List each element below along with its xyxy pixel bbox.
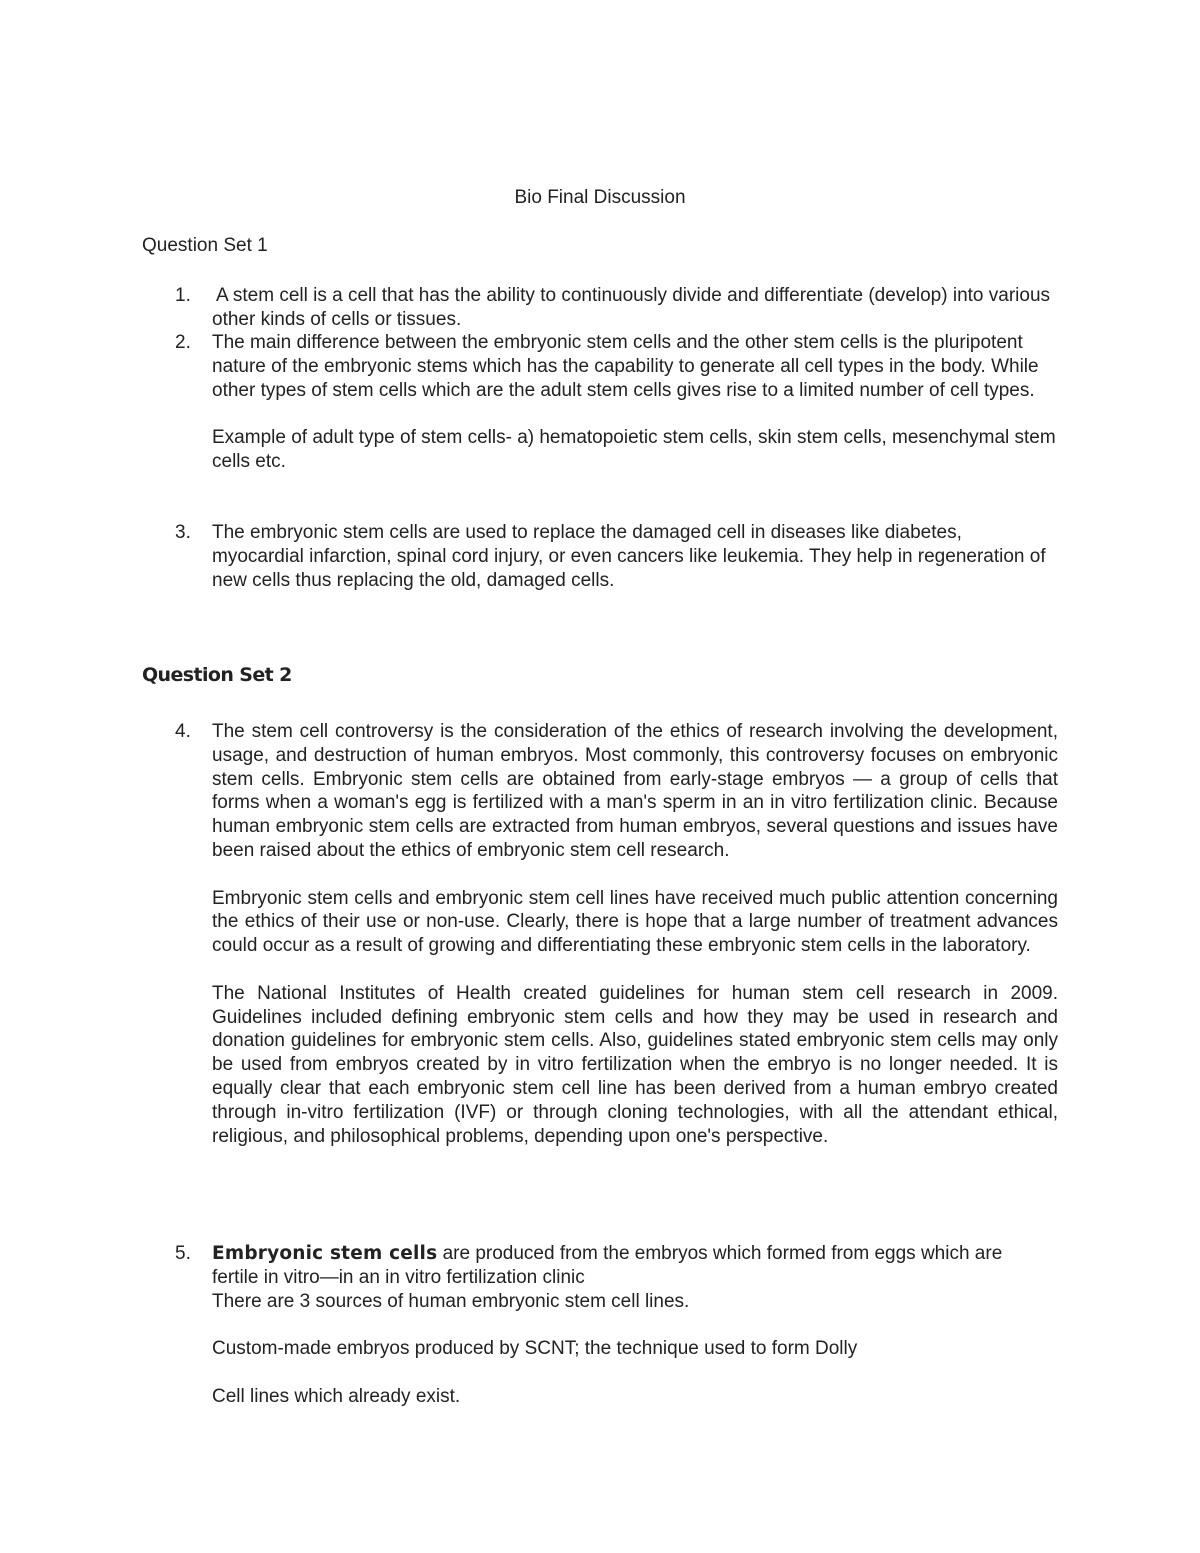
- item-paragraph: The National Institutes of Health created guidelines for human stem cell research in 2009. Guidelines included defining embryonic stem cells and how they may be used in research and donation guidelines for embryonic stem cells. Also, guidelines stated embryonic stem cells may only be used from embryos created by in vitro fertilization when the embryo is no longer needed. It is equally clear that each embryonic stem cell line has been derived from a human embryo created through in-vitro fertilization (IVF) or through cloning technologies, with all the attendant ethical, religious, and philosophical problems, depending upon one's perspective.: [212, 982, 1058, 1147]
- item-paragraph: Embryonic stem cells and embryonic stem cell lines have received much public attention concerning the ethics of their use or non-use. Clearly, there is hope that a large number of treatment advances could occur as a result of growing and differentiating these embryonic stem cells in the laboratory.: [212, 887, 1058, 957]
- question-set-1-heading: Question Set 1: [142, 235, 268, 256]
- item-number: 1.: [175, 285, 191, 306]
- question-set-2-heading: Question Set 2: [142, 664, 292, 686]
- bold-term: Embryonic stem cells: [212, 1243, 438, 1264]
- item-number: 5.: [175, 1243, 191, 1264]
- item-lead-paragraph: [212, 1242, 1052, 1290]
- item-paragraph: The main difference between the embryonic stem cells and the other stem cells is the pluripotent nature of the embryonic stems which has the capability to generate all cell types in the body. While other types of stem cells which are the adult stem cells gives rise to a limited number of cell types.: [212, 332, 1039, 401]
- item-number: 4.: [175, 721, 191, 742]
- item-number: 2.: [175, 332, 191, 353]
- item-paragraph: Example of adult type of stem cells- a) hematopoietic stem cells, skin stem cells, mesenchymal stem cells etc.: [212, 427, 1056, 472]
- item-paragraph: The embryonic stem cells are used to replace the damaged cell in diseases like diabetes, myocardial infarction, spinal cord injury, or even cancers like leukemia. They help in regeneration of new cells thus replacing the old, damaged cells.: [212, 522, 1046, 591]
- item-body: [212, 331, 1058, 474]
- lead-text: are produced from the embryos which formed from eggs which are fertile in vitro—in an in vitro fertilization clinic: [212, 1243, 1003, 1288]
- item-paragraph: Cell lines which already exist.: [212, 1385, 461, 1407]
- item-paragraph: There are 3 sources of human embryonic stem cell lines.: [212, 1290, 690, 1312]
- item-body: [212, 521, 1058, 592]
- item-body: [212, 284, 1058, 332]
- item-paragraph: The stem cell controversy is the consideration of the ethics of research involving the development, usage, and destruction of human embryos. Most commonly, this controversy focuses on embryonic stem cells. Embryonic stem cells are obtained from early-stage embryos — a group of cells that forms when a woman's egg is fertilized with a man's sperm in an in vitro fertilization clinic. Because human embryonic stem cells are extracted from human embryos, several questions and issues have been raised about the ethics of embryonic stem cell research.: [212, 721, 1058, 861]
- item-body: [212, 1242, 1052, 1409]
- item-paragraph: Custom-made embryos produced by SCNT; the technique used to form Dolly: [212, 1338, 858, 1360]
- item-number: 3.: [175, 522, 191, 543]
- document-title: Bio Final Discussion: [514, 187, 686, 208]
- item-paragraph: A stem cell is a cell that has the ability to continuously divide and differentiate (develop) into various other kinds of cells or tissues.: [212, 285, 1051, 330]
- item-body: [212, 720, 1058, 1148]
